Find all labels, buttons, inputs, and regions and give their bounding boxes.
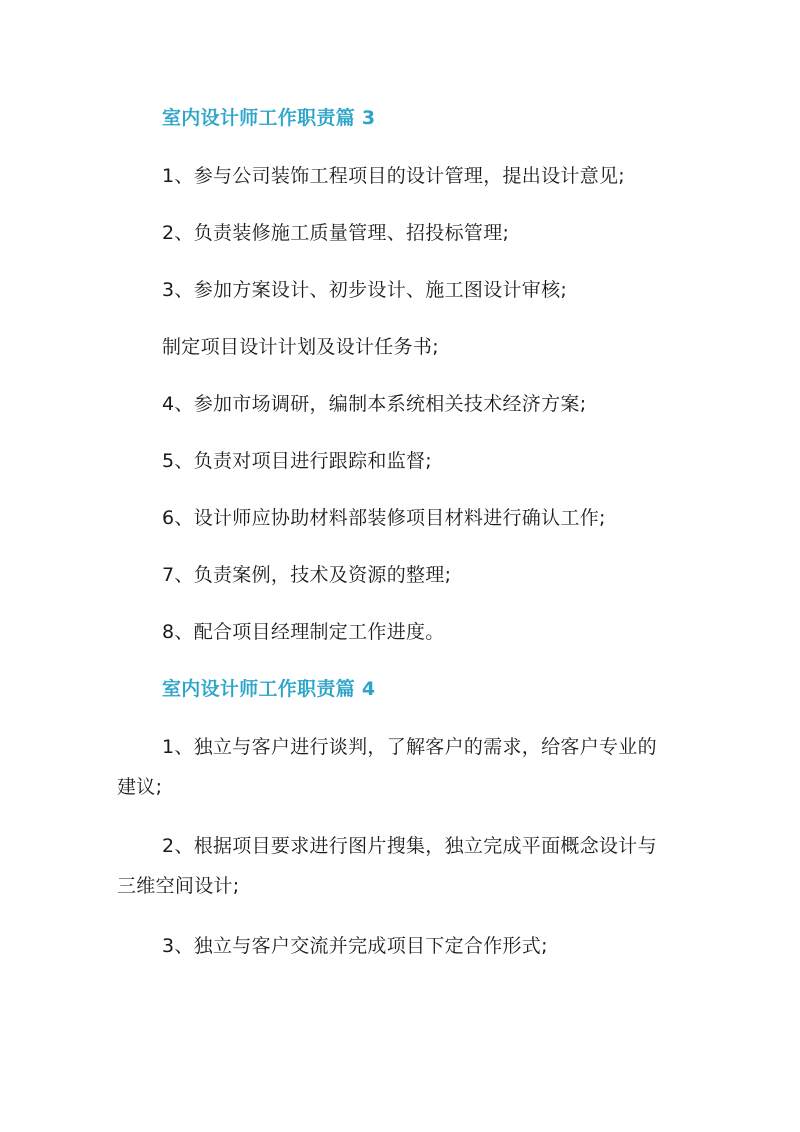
section-4-item-1-wrap: 建议; (117, 776, 163, 798)
section-3-item-8: 8、配合项目经理制定工作进度。 (162, 621, 445, 643)
section-3-item-1: 1、参与公司装饰工程项目的设计管理，提出设计意见; (162, 165, 625, 187)
section-3-item-5: 5、负责对项目进行跟踪和监督; (162, 450, 432, 472)
section-3-item-3-continuation: 制定项目设计计划及设计任务书; (162, 336, 439, 358)
section-3-item-3: 3、参加方案设计、初步设计、施工图设计审核; (162, 279, 568, 301)
section-4-item-1: 1、独立与客户进行谈判，了解客户的需求，给客户专业的 (162, 736, 657, 758)
section-4-item-2: 2、根据项目要求进行图片搜集，独立完成平面概念设计与 (162, 835, 657, 857)
section-4-item-2-wrap: 三维空间设计; (117, 875, 240, 897)
section-4-item-3: 3、独立与客户交流并完成项目下定合作形式; (162, 935, 548, 957)
section-3-item-4: 4、参加市场调研，编制本系统相关技术经济方案; (162, 393, 587, 415)
section-4-heading: 室内设计师工作职责篇 4 (162, 678, 376, 700)
section-3-heading: 室内设计师工作职责篇 3 (162, 107, 376, 129)
section-3-item-7: 7、负责案例，技术及资源的整理; (162, 564, 452, 586)
section-3-item-6: 6、设计师应协助材料部装修项目材料进行确认工作; (162, 507, 606, 529)
section-3-item-2: 2、负责装修施工质量管理、招投标管理; (162, 222, 510, 244)
